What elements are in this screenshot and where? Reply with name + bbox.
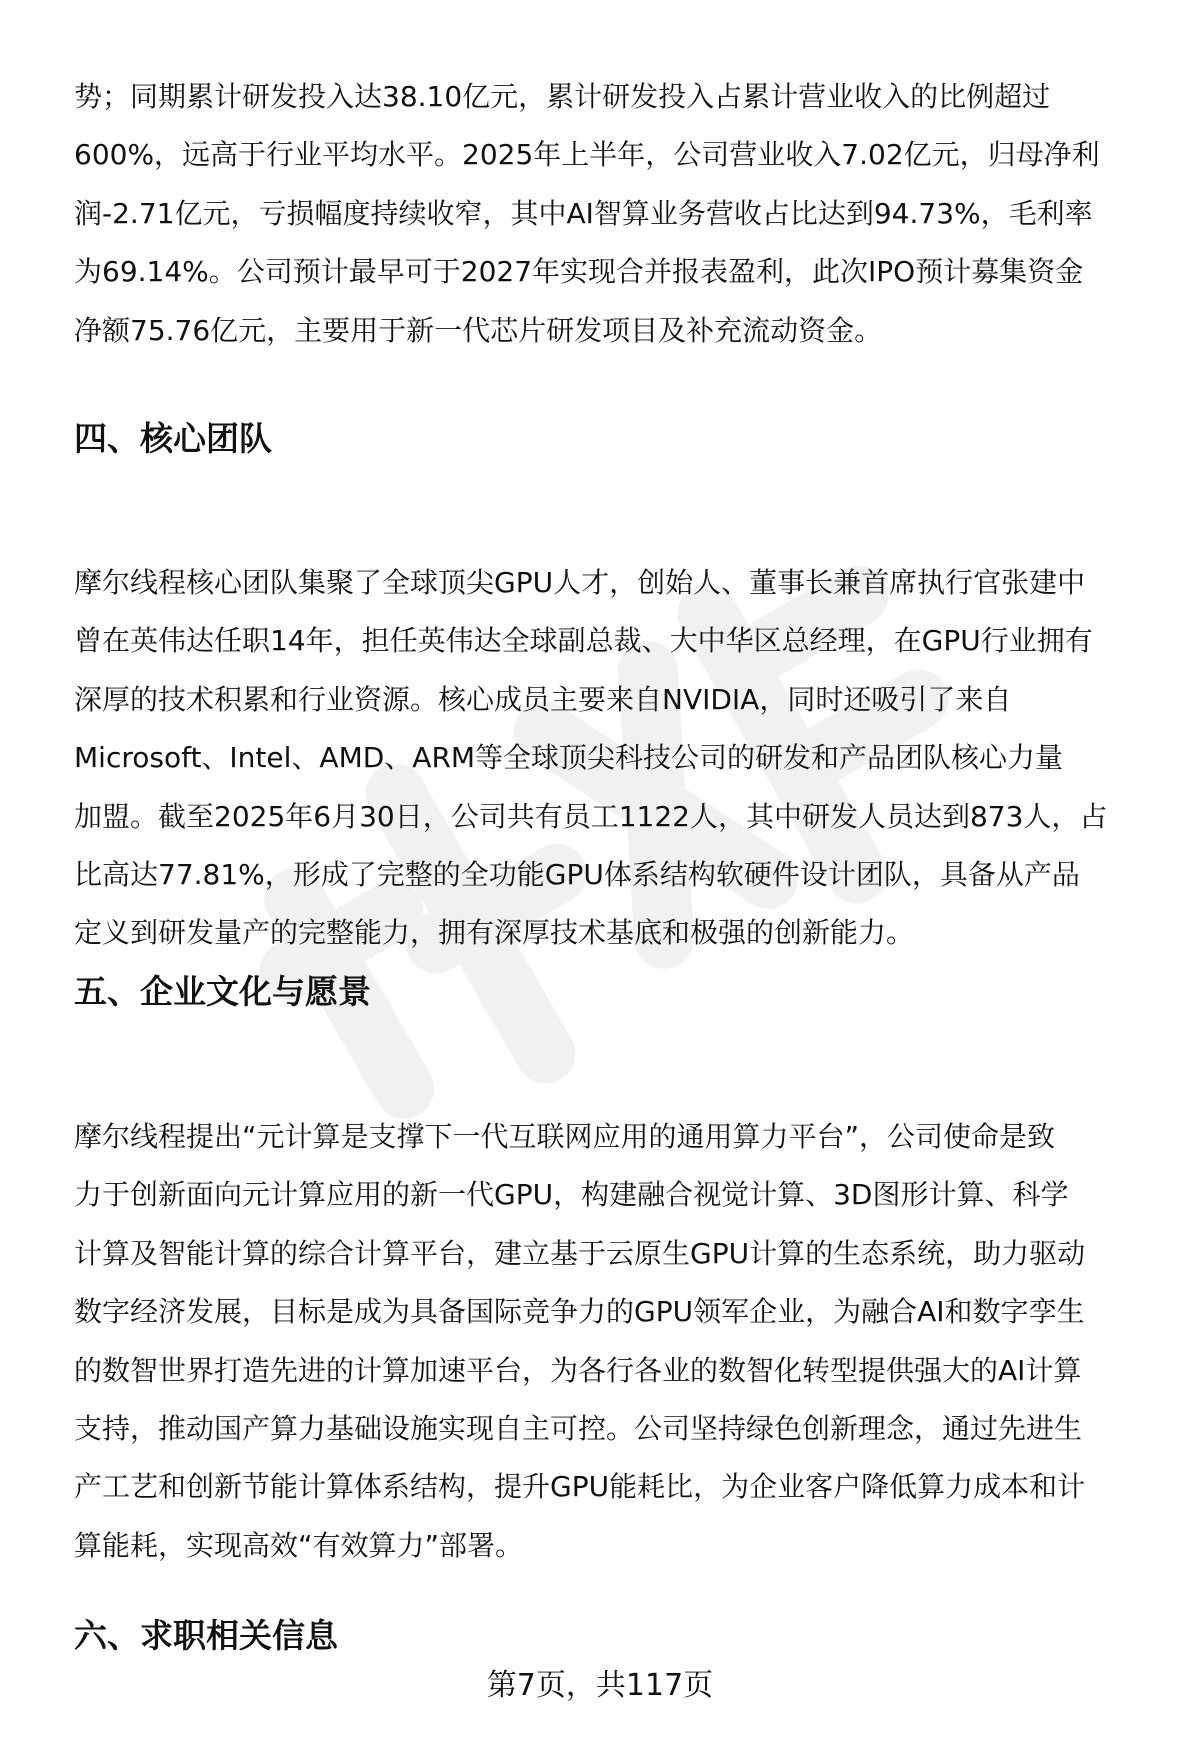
text-line: 比高达77.81%，形成了完整的全功能GPU体系结构软硬件设计团队，具备从产品 (74, 858, 1080, 892)
paragraph-financials (74, 68, 1100, 360)
section-heading-job-info: 六、求职相关信息 (74, 1616, 338, 1655)
text-line: 支持，推动国产算力基础设施实现自主可控。公司坚持绿色创新理念，通过先进生 (74, 1412, 1083, 1446)
text-line: 力于创新面向元计算应用的新一代GPU，构建融合视觉计算、3D图形计算、科学 (74, 1178, 1069, 1212)
text-line: 加盟。截至2025年6月30日，公司共有员工1122人，其中研发人员达到873人，占 (74, 799, 1108, 833)
text-line: 摩尔线程提出“元计算是支撑下一代互联网应用的通用算力平台”，公司使命是致 (74, 1120, 1056, 1153)
text-line: 计算及智能计算的综合计算平台，建立基于云原生GPU计算的生态系统，助力驱动 (74, 1236, 1086, 1270)
text-line: 定义到研发量产的完整能力，拥有深厚技术基底和极强的创新能力。 (74, 916, 915, 950)
text-line: 曾在英伟达任职14年，担任英伟达全球副总裁、大中华区总经理，在GPU行业拥有 (74, 624, 1093, 658)
paragraph-culture-vision (74, 1108, 1085, 1575)
text-line: 产工艺和创新节能计算体系结构，提升GPU能耗比，为企业客户降低算力成本和计 (74, 1470, 1086, 1504)
text-line: 润-2.71亿元，亏损幅度持续收窄，其中AI智算业务营收占比达到94.73%，毛利率 (74, 196, 1093, 230)
text-line: 算能耗，实现高效“有效算力”部署。 (74, 1528, 524, 1562)
text-line: 深厚的技术积累和行业资源。核心成员主要来自NVIDIA，同时还吸引了来自 (74, 682, 1012, 716)
text-line: 势；同期累计研发投入达38.10亿元，累计研发投入占累计营业收入的比例超过 (74, 80, 1051, 113)
text-line: 数字经济发展，目标是成为具备国际竞争力的GPU领军企业，为融合AI和数字孪生 (74, 1295, 1085, 1329)
section-heading-culture-vision: 五、企业文化与愿景 (74, 972, 371, 1011)
text-line: 为69.14%。公司预计最早可于2027年实现合并报表盈利，此次IPO预计募集资金 (74, 255, 1084, 289)
text-line: Microsoft、Intel、AMD、ARM等全球顶尖科技公司的研发和产品团队核心力量 (74, 741, 1064, 775)
text-line: 600%，远高于行业平均水平。2025年上半年，公司营业收入7.02亿元，归母净利 (74, 138, 1100, 172)
page-number: 第7页，共117页 (486, 1668, 714, 1703)
text-line: 净额75.76亿元，主要用于新一代芯片研发项目及补充流动资金。 (74, 313, 883, 347)
paragraph-core-team (74, 554, 1107, 963)
text-line: 的数智世界打造先进的计算加速平台，为各行各业的数智化转型提供强大的AI计算 (74, 1353, 1082, 1387)
text-line: 摩尔线程核心团队集聚了全球顶尖GPU人才，创始人、董事长兼首席执行官张建中 (74, 566, 1086, 599)
section-heading-core-team: 四、核心团队 (74, 419, 272, 458)
